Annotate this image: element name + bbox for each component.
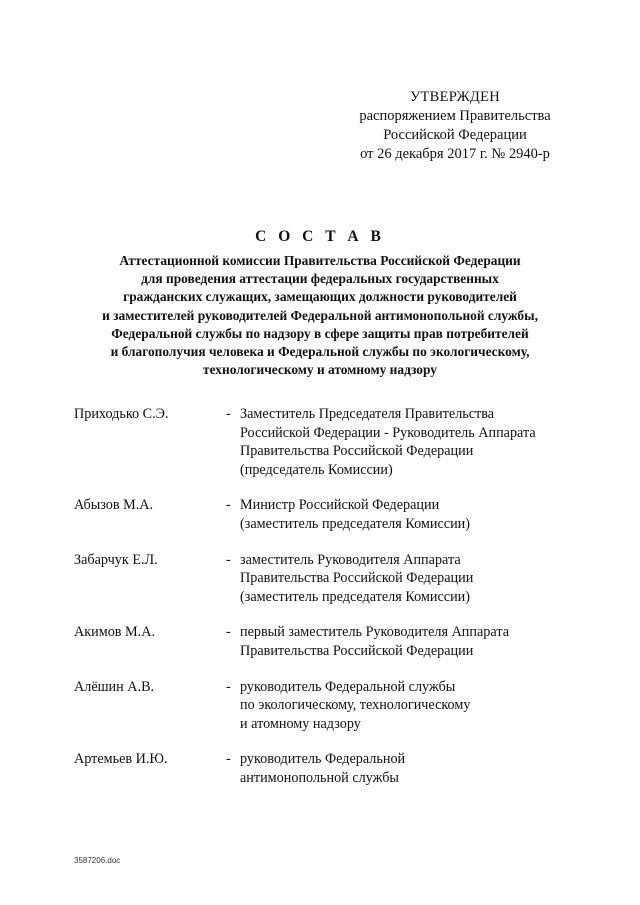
role-line: Заместитель Председателя Правительства [240,406,495,422]
role-line: (заместитель председателя Комиссии) [240,588,470,605]
role-line: заместитель Руководителя Аппарата [240,551,461,568]
member-dash: - [226,624,231,641]
member-row [74,496,574,533]
member-dash: - [226,406,231,422]
member-row [74,750,574,787]
approval-date-number: от 26 декабря 2017 г. № 2940-р [360,146,550,162]
footer-doc-id: 3587206.doc [74,856,121,865]
document-title: С О С Т А В [255,228,385,245]
subtitle-line: Федеральной службы по надзору в сфере защиты прав потребителей [111,325,529,341]
member-row [74,551,574,607]
member-list [74,405,574,788]
approval-line: Российской Федерации [383,127,527,143]
role-line: и атомному надзору [240,715,361,732]
document-subtitle [60,252,580,379]
approval-title: УТВЕРЖДЕН [409,89,501,105]
subtitle-line: Аттестационной комиссии Правительства Российской Федерации [119,253,521,268]
role-line: Правительства Российской Федерации [240,443,474,460]
member-role [240,551,574,607]
role-line: антимонопольной службы [240,769,399,786]
subtitle-line: для проведения аттестации федеральных государственных [141,271,499,287]
member-role [240,750,574,787]
member-dash: - [226,551,231,568]
document-heading [60,228,580,379]
subtitle-line: гражданских служащих, замещающих должности руководителей [123,289,517,305]
member-name: Акимов М.А. [74,624,156,641]
member-dash: - [226,751,231,768]
member-role [240,678,574,734]
subtitle-line: технологическому и атомному надзору [203,362,437,378]
role-line: Правительства Российской Федерации [240,642,474,659]
member-row [74,678,574,734]
member-name: Алёшин А.В. [74,678,155,695]
role-line: Министр Российской Федерации [240,497,440,514]
role-line: руководитель Федеральной [240,751,406,768]
role-line: Правительства Российской Федерации [240,570,474,587]
member-row [74,623,574,660]
role-line: по экологическому, технологическому [240,697,471,714]
member-name: Артемьев И.Ю. [74,751,168,768]
member-role [240,405,574,479]
role-line: руководитель Федеральной службы [240,678,456,695]
role-line: Российской Федерации - Руководитель Аппарата [240,424,536,441]
subtitle-line: и заместителей руководителей Федеральной антимонопольной службы, [102,307,538,323]
role-line: (председатель Комиссии) [240,461,393,478]
member-role [240,496,574,533]
member-dash: - [226,678,231,695]
member-name: Забарчук Е.Л. [74,551,158,568]
role-line: первый заместитель Руководителя Аппарата [240,624,509,641]
subtitle-line: и благополучия человека и Федеральной службы по экологическому, [110,344,530,360]
member-name: Абызов М.А. [74,497,154,514]
member-dash: - [226,497,231,514]
role-line: (заместитель председателя Комиссии) [240,515,470,532]
approval-block [340,88,570,164]
member-row [74,405,574,479]
member-name: Приходько С.Э. [74,406,169,422]
approval-line: распоряжением Правительства [359,108,551,124]
member-role [240,623,574,660]
